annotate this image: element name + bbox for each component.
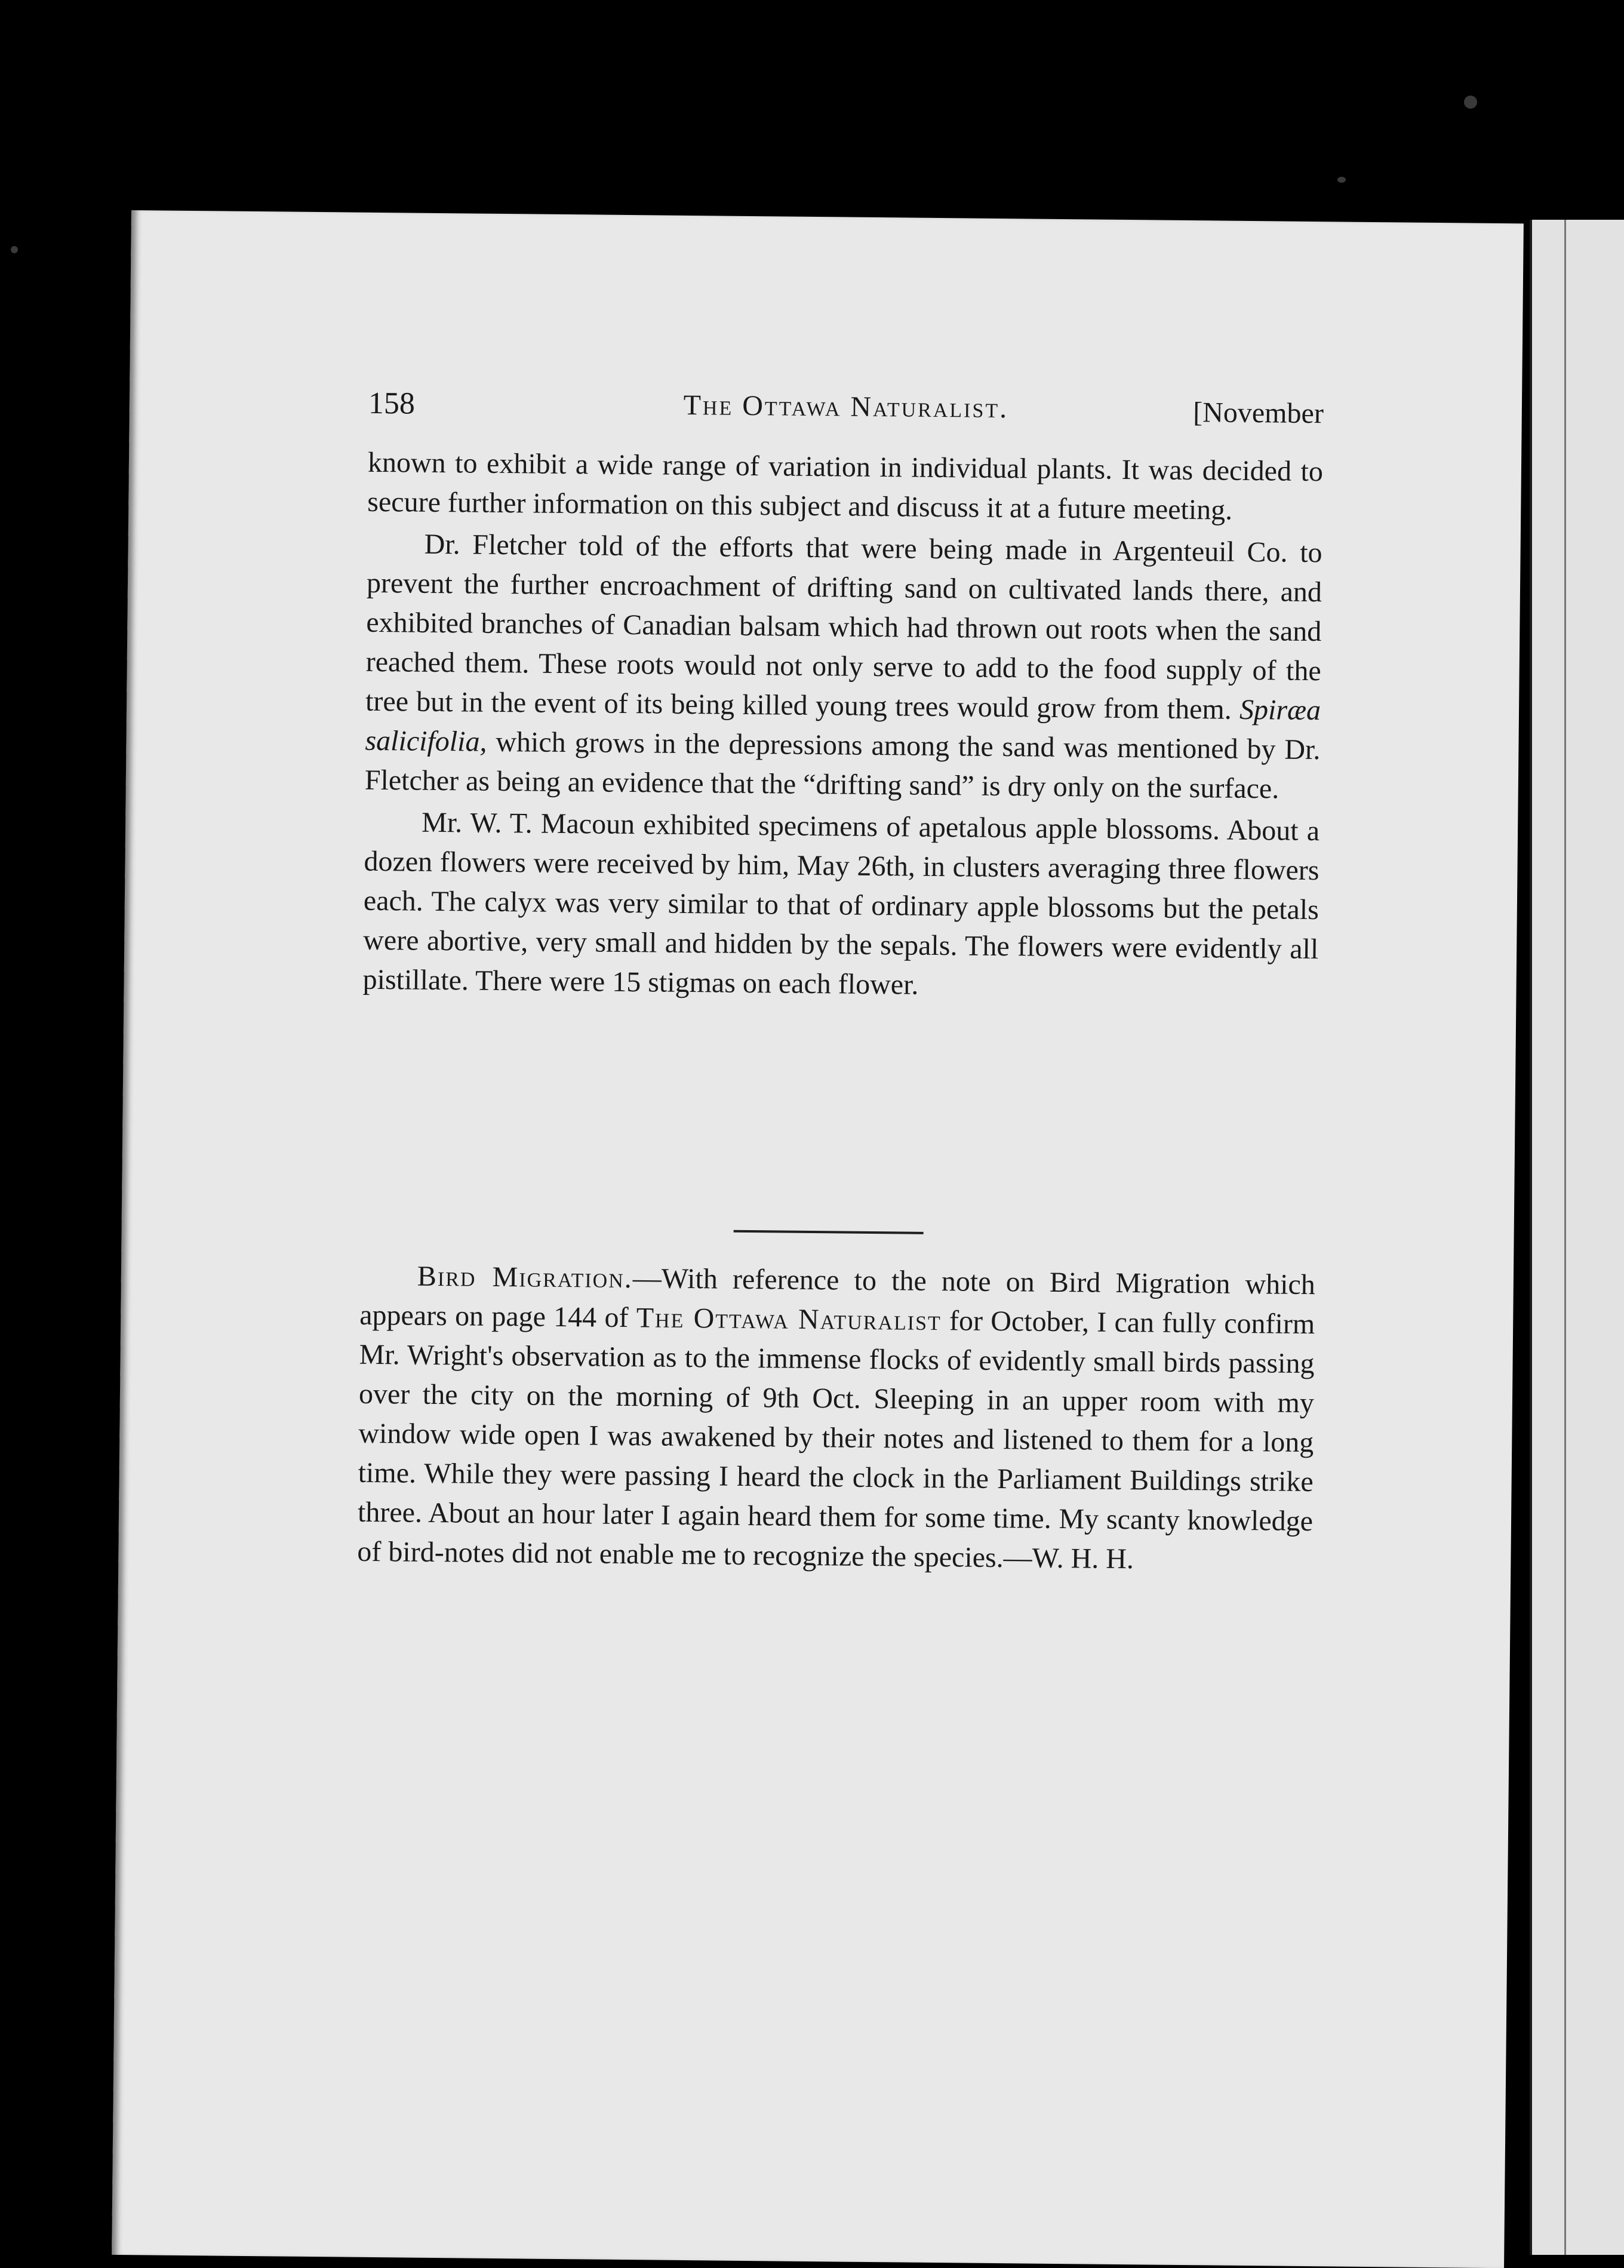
section-divider (734, 1230, 924, 1234)
paragraph-drifting-sand (365, 524, 1322, 809)
dust-speck (11, 246, 18, 253)
binding-shadow-line (1564, 220, 1566, 2255)
note-text: for October, I can fully confirm Mr. Wright's observation as to the immense flocks of evidently small birds passing over the city on the morning of 9th Oct. Sleeping in an upper room with my window wide open I was awakened by their notes and listened to them for a long time. While they were passing I heard the clock in the Parliament Buildings strike three. About an hour later I again heard them for some time. My scanty knowledge of bird-notes did not enable me to recognize the species.—W. H. H. (357, 1305, 1315, 1575)
paragraph-variation: known to exhibit a wide range of variation in individual plants. It was decided to secure further information on this subject and discuss it at a future meeting. (367, 446, 1324, 526)
paragraph-text: which grows in the depressions among the sand was mentioned by Dr. Fletcher as being an evidence that the “drifting sand” is dry only on the surface. (364, 726, 1321, 805)
page-number: 158 (368, 386, 416, 421)
adjacent-page-edge (1530, 220, 1624, 2255)
paragraph-text: Dr. Fletcher told of the efforts that were being made in Argenteuil Co. to prevent the further encroachment of drifting sand on cultivated lands there, and exhibited branches of Canadian balsam which had thrown out roots when the sand reached them. These roots would not only serve to add to the food supply of the tree but in the event of its being killed young trees would grow from them. (365, 528, 1322, 726)
dust-speck (1337, 177, 1346, 183)
dust-speck (1464, 96, 1477, 109)
species-name: Spiræa salicifolia, (365, 693, 1321, 758)
bird-migration-note (357, 1256, 1315, 1581)
note-heading: Bird Migration. (417, 1260, 633, 1295)
note-text: —With reference to the note on Bird Migration which appears on page 144 of (359, 1262, 1316, 1334)
issue-month: [November (1192, 397, 1324, 430)
running-header (368, 386, 1324, 437)
journal-reference: The Ottawa Naturalist (636, 1302, 942, 1337)
scanned-page (112, 210, 1524, 2268)
note-paragraph (357, 1256, 1315, 1581)
paragraph-apple-blossoms: Mr. W. T. Macoun exhibited specimens of apetalous apple blossoms. About a dozen flowers were received by him, May 26th, in clusters averaging three flowers each. The calyx was very similar to that of ordinary apple blossoms but the petals were abortive, very small and hidden by the sepals. The flowers were evidently all pistillate. There were 15 stigmas on each flower. (362, 806, 1320, 1001)
journal-title: The Ottawa Naturalist. (683, 389, 1009, 425)
meeting-report (362, 443, 1323, 1009)
